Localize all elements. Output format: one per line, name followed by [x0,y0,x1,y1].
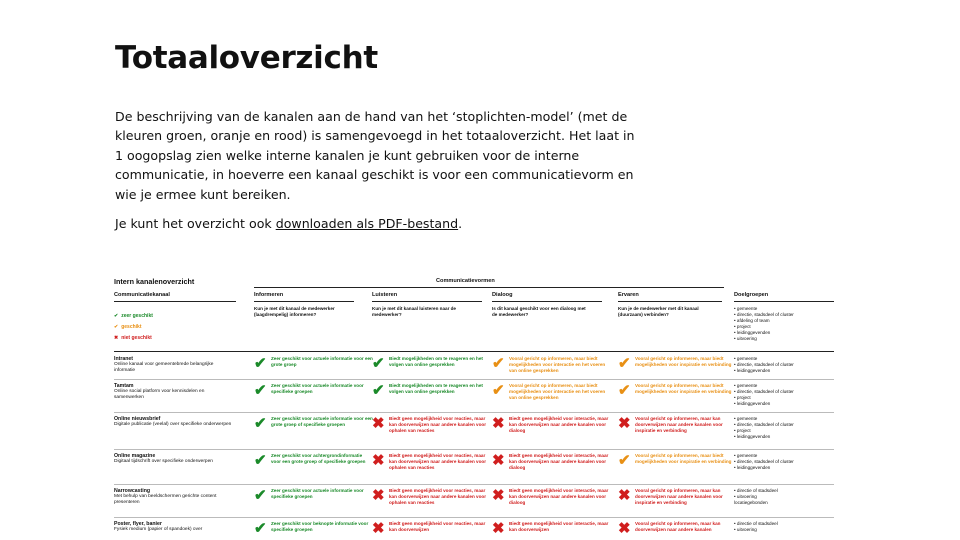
doel-item: • directie, stadsdeel of cluster [734,459,794,464]
channel-name: Online magazine [114,453,156,459]
check-icon: ✔ [492,355,505,372]
table-row-doelgroepen [734,383,834,407]
check-icon: ✔ [114,324,119,330]
col-header-doelgroepen: Doelgroepen [734,292,769,298]
row-separator [114,412,834,413]
channel-description: Digitaal tijdschrift over specifieke onderwerpen [114,459,213,464]
cell-text: Vooral gericht op informeren, maar kan doorverwijzen naar andere kanalen [635,521,721,532]
cross-icon: ✖ [618,520,631,537]
table-row-channel [114,356,234,374]
col-header-dialoog: Dialoog [492,292,513,298]
channel-description: Fysiek medium (papier of spandoek) over [114,527,203,532]
channel-description: Digitale publicatie (veelal) over specifieke onderwerpen [114,422,232,427]
legend-label: niet geschikt [121,335,152,341]
cross-icon: ✖ [372,452,385,469]
cell-text: Biedt geen mogelijkheid voor interactie, maar kan doorverwijzen [509,521,609,532]
doel-item: • directie, stadsdeel of cluster [734,422,794,427]
table-row-channel [114,416,234,428]
check-icon: ✔ [372,382,385,399]
legend-label: geschikt [121,324,142,330]
doel-item: • gemeente [734,356,758,361]
header-rule [114,301,236,302]
check-icon: ✔ [254,487,267,504]
doel-item: locatiegebonden [734,500,768,505]
question-ervaren: Kun je de medewerker met dit kanaal (duurzaam) verbinden? [618,306,699,317]
check-icon: ✔ [254,415,267,432]
cross-icon: ✖ [372,487,385,504]
cell-text: Zeer geschikt voor actuele informatie voor specifieke groepen [271,383,364,394]
doel-item: • directie, stadsdeel of cluster [734,389,794,394]
cell-text: Zeer geschikt voor actuele informatie voor specifieke groepen [271,488,364,499]
check-icon: ✔ [372,355,385,372]
col-header-ervaren: Ervaren [618,292,639,298]
cross-icon: ✖ [372,415,385,432]
download-paragraph [115,214,645,233]
cell-text: Biedt geen mogelijkheid voor reacties, maar kan doorverwijzen naar andere kanalen voor ophalen van reacties [389,488,487,505]
doel-item: • gemeente [734,416,758,421]
doel-item: • directie, stadsdeel of cluster [734,362,794,367]
channel-name: Online nieuwsbrief [114,416,161,422]
check-icon: ✔ [618,355,631,372]
table-row-channel [114,383,234,401]
cell-text: Vooral gericht op informeren, maar kan doorverwijzen naar andere kanalen voor inspiratie en verbinding [635,416,723,433]
doel-item: • uitvoering [734,527,757,532]
table-row-doelgroepen [734,488,834,506]
row-separator [114,379,834,380]
cross-icon: ✖ [492,452,505,469]
channel-name: Tamtam [114,383,134,389]
cross-icon: ✖ [618,415,631,432]
doel-item: • directie of stadsdeel [734,521,778,526]
channel-description: Online social platform voor kennisdelen en samenwerken [114,389,205,400]
cell-text: Biedt geen mogelijkheid voor reacties, maar kan doorverwijzen naar andere kanalen voor ophalen van reacties [389,453,487,470]
doel-item: • leidinggevenden [734,330,771,335]
cell-text: Vooral gericht op informeren, maar biedt mogelijkheden voor interactie en het voeren van online gesprekken [509,356,606,373]
table-row-doelgroepen [734,453,834,471]
group-rule [254,287,724,288]
cell-text: Vooral gericht op informeren, maar biedt mogelijkheden voor inspiratie en verbinding [635,356,732,367]
check-icon: ✔ [114,313,119,319]
doel-item: • uitvoering [734,494,757,499]
table-row-doelgroepen [734,521,834,533]
header-rule [254,301,354,302]
cross-icon: ✖ [492,520,505,537]
check-icon: ✔ [254,355,267,372]
col-header-kanaal: Communicatiekanaal [114,292,170,298]
doel-item: • project [734,395,751,400]
cell-text: Zeer geschikt voor actuele informatie voor een grote groep of specifieke groepen [271,416,373,427]
doel-item: • leidinggevenden [734,465,771,470]
header-rule [618,301,722,302]
page-title: Totaaloverzicht [115,40,378,76]
cell-text: Vooral gericht op informeren, maar biedt mogelijkheden voor inspiratie en verbinding [635,453,732,464]
doel-item: • gemeente [734,306,758,311]
table-row-channel [114,521,234,533]
legend-item-zeer-geschikt [114,313,153,319]
table-row-doelgroepen [734,416,834,440]
check-icon: ✔ [254,382,267,399]
table-title: Intern kanalenoverzicht [114,277,195,286]
cross-icon: ✖ [618,487,631,504]
row-separator [114,484,834,485]
check-icon: ✔ [618,382,631,399]
doel-item: • directie, stadsdeel of cluster [734,312,794,317]
col-header-luisteren: Luisteren [372,292,398,298]
doel-item: • gemeente [734,453,758,458]
doel-item: • project [734,324,751,329]
table-row-channel [114,488,234,506]
channel-name: Intranet [114,356,134,362]
table-row-doelgroepen [734,356,834,374]
doel-item: • gemeente [734,383,758,388]
channel-description: Online kanaal voor gemeentebrede belangrijke informatie [114,362,214,373]
doel-item: • project [734,428,751,433]
legend-rule [114,351,834,352]
cell-text: Biedt geen mogelijkheid voor interactie, maar kan doorverwijzen naar andere kanalen voor dialoog [509,453,609,470]
question-luisteren: Kun je met dit kanaal luisteren naar de medewerker? [372,306,456,317]
cell-text: Biedt mogelijkheden om te reageren en het volgen van online gesprekken [389,356,483,367]
header-rule [734,301,834,302]
doel-item: • leidinggevenden [734,368,771,373]
check-icon: ✔ [492,382,505,399]
channel-description: Met behulp van beeldschermen gerichte content presenteren [114,494,217,505]
doel-item: • leidinggevenden [734,434,771,439]
legend-item-niet-geschikt [114,335,152,341]
doel-item: • directie of stadsdeel [734,488,778,493]
cell-text: Biedt geen mogelijkheid voor reacties, maar kan doorverwijzen naar andere kanalen voor ophalen van reacties [389,416,487,433]
channel-overview-table [114,272,834,540]
table-row-channel [114,453,234,465]
cross-icon: ✖ [114,335,119,341]
cell-text: Biedt geen mogelijkheid voor interactie, maar kan doorverwijzen naar andere kanalen voor dialoog [509,488,609,505]
doel-item: • uitvoering [734,336,757,341]
cell-text: Vooral gericht op informeren, maar biedt mogelijkheden voor inspiratie en verbinding [635,383,732,394]
intro-paragraph: De beschrijving van de kanalen aan de hand van het ‘stoplichten-model’ (met de kleuren groen, oranje en rood) is samengevoegd in het totaaloverzicht. Het laat in 1 oogopslag zien welke interne kanalen je kunt gebruiken voor de interne communicatie, in hoeverre een kanaal geschikt is voor een communicatievorm en wie je ermee kunt bereiken. [115,109,635,202]
channel-name: Poster, flyer, banier [114,521,162,527]
cell-text: Zeer geschikt voor actuele informatie voor een grote groep [271,356,373,367]
cell-text: Biedt geen mogelijkheid voor reacties, maar kan doorverwijzen [389,521,486,532]
download-text: Je kunt het overzicht ook [115,216,276,231]
doel-item: • leidinggevenden [734,401,771,406]
question-dialoog: Is dit kanaal geschikt voor een dialoog met de medewerker? [492,306,586,317]
table-group-header: Communicatievormen [436,278,495,284]
header-rule [372,301,482,302]
cross-icon: ✖ [492,415,505,432]
download-end: . [458,216,463,231]
check-icon: ✔ [254,452,267,469]
cell-text: Biedt mogelijkheden om te reageren en het volgen van online gesprekken [389,383,483,394]
check-icon: ✔ [254,520,267,537]
row-separator [114,449,834,450]
legend-label: zeer geschikt [121,313,153,319]
col-header-informeren: Informeren [254,292,284,298]
cell-text: Zeer geschikt voor beknopte informatie voor specifieke groepen [271,521,369,532]
check-icon: ✔ [618,452,631,469]
legend-doelgroepen [734,306,834,342]
cell-text: Biedt geen mogelijkheid voor interactie, maar kan doorverwijzen naar andere kanalen voor dialoog [509,416,609,433]
cell-text: Vooral gericht op informeren, maar biedt mogelijkheden voor interactie en het voeren van online gesprekken [509,383,606,400]
cell-text: Zeer geschikt voor achtergrondinformatie voor een grote groep of specifieke groepen [271,453,366,464]
cell-text: Vooral gericht op informeren, maar kan doorverwijzen naar andere kanalen voor inspiratie en verbinding [635,488,723,505]
row-separator [114,517,834,518]
cross-icon: ✖ [372,520,385,537]
header-rule [492,301,602,302]
download-pdf-link[interactable]: downloaden als PDF-bestand [275,216,459,231]
channel-name: Narrowcasting [114,488,151,494]
doel-item: • afdeling of team [734,318,770,323]
question-informeren: Kun je met dit kanaal de medewerker (laagdrempelig) informeren? [254,306,335,317]
cross-icon: ✖ [492,487,505,504]
legend-item-geschikt [114,324,142,330]
